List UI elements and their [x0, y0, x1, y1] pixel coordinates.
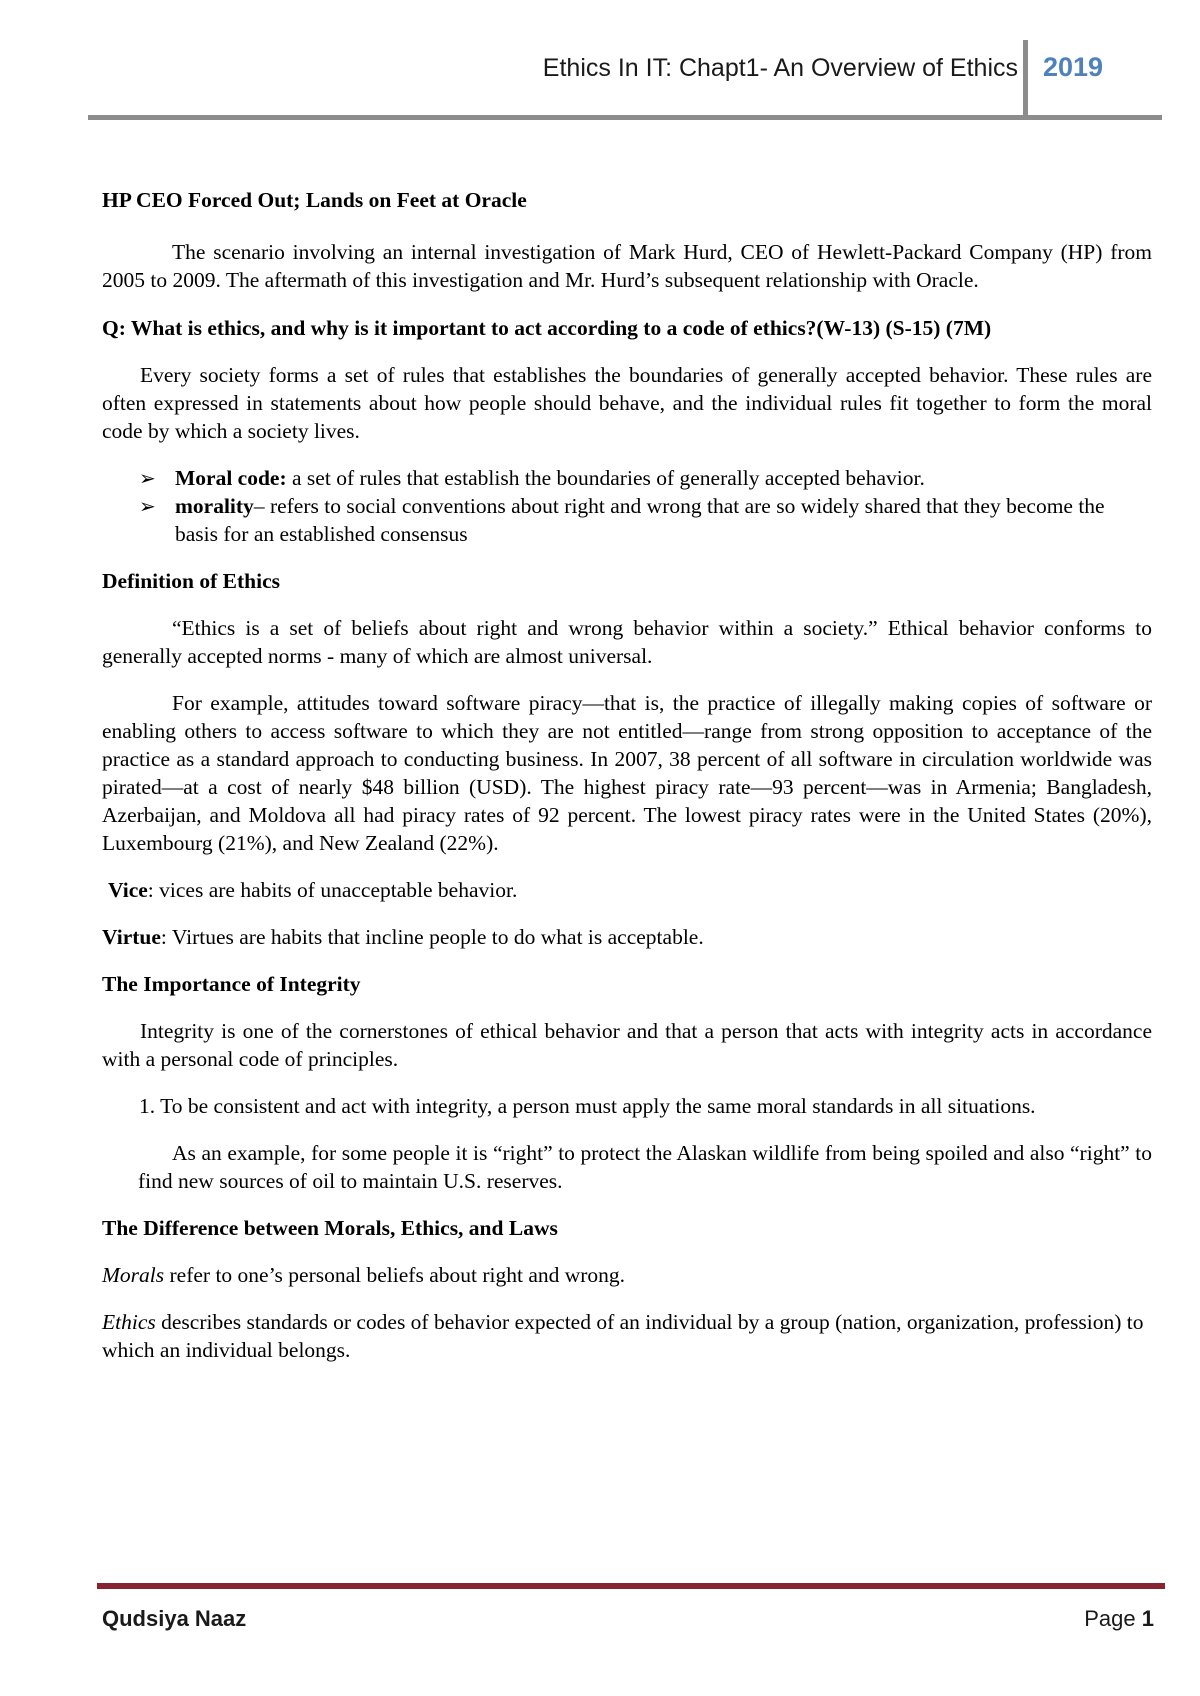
- page-number: 1: [1141, 1606, 1154, 1631]
- paragraph-integrity: Integrity is one of the cornerstones of ethical behavior and that a person that acts with integrity acts in accordance with a personal code of principles.: [102, 1019, 1152, 1071]
- footer-author: Qudsiya Naaz: [102, 1606, 247, 1631]
- integrity-list: [102, 1092, 1152, 1120]
- question-heading: Q: What is ethics, and why is it important to act according to a code of ethics?(W-13) (S-15) (7M): [102, 316, 992, 340]
- bullet-term: Moral code:: [175, 466, 287, 490]
- page-label: Page: [1084, 1606, 1136, 1631]
- footer-rule: [97, 1583, 1165, 1589]
- arrow-bullet-icon: ➢: [139, 494, 156, 518]
- header-title: Ethics In IT: Chapt1- An Overview of Ethics: [542, 54, 1018, 82]
- header-year: 2019: [1043, 52, 1104, 82]
- ethics-text: describes standards or codes of behavior expected of an individual by a group (nation, organization, profession) to which an individual belongs.: [102, 1310, 1144, 1362]
- section-heading-difference: The Difference between Morals, Ethics, and Laws: [102, 1216, 558, 1240]
- header-rule: [88, 115, 1162, 120]
- paragraph-alaska-example: As an example, for some people it is “right” to protect the Alaskan wildlife from being spoiled and also “right” to find new sources of oil to maintain U.S. reserves.: [138, 1141, 1152, 1193]
- paragraph-morals: [102, 1261, 1152, 1289]
- paragraph-virtue: [102, 923, 1152, 951]
- paragraph-society-rules: Every society forms a set of rules that establishes the boundaries of generally accepted behavior. These rules are often expressed in statements about how people should behave, and the individual rules fit together to form the moral code by which a society lives.: [102, 363, 1152, 443]
- section-heading-definition: Definition of Ethics: [102, 569, 280, 593]
- header-separator: [1023, 40, 1028, 115]
- list-item: [102, 1092, 1152, 1120]
- list-item-text: To be consistent and act with integrity, a person must apply the same moral standards in all situations.: [160, 1094, 1036, 1118]
- section-heading-integrity: The Importance of Integrity: [102, 972, 361, 996]
- paragraph-hp-scenario: The scenario involving an internal investigation of Mark Hurd, CEO of Hewlett-Packard Company (HP) from 2005 to 2009. The aftermath of this investigation and Mr. Hurd’s subsequent relationship with Oracle.: [102, 240, 1152, 292]
- paragraph-ethics-definition: “Ethics is a set of beliefs about right and wrong behavior within a society.” Ethical behavior conforms to generally accepted norms - many of which are almost universal.: [102, 616, 1152, 668]
- paragraph-vice: [102, 876, 1152, 904]
- page-header: [88, 40, 1168, 118]
- bullet-term: morality: [175, 494, 254, 518]
- definition-bullets: [102, 464, 1152, 548]
- arrow-bullet-icon: ➢: [139, 466, 156, 490]
- bullet-moral-code: [102, 464, 1152, 492]
- bullet-text: a set of rules that establish the boundaries of generally accepted behavior.: [286, 466, 925, 490]
- ethics-term: Ethics: [102, 1310, 156, 1334]
- virtue-term: Virtue: [102, 925, 161, 949]
- section-heading-hp-ceo: HP CEO Forced Out; Lands on Feet at Oracle: [102, 188, 527, 212]
- virtue-text: : Virtues are habits that incline people to do what is acceptable.: [160, 925, 704, 949]
- morals-text: refer to one’s personal beliefs about right and wrong.: [164, 1263, 626, 1287]
- paragraph-piracy-example: For example, attitudes toward software piracy—that is, the practice of illegally making copies of software or enabling others to access software to which they are not entitled—range from strong opposition to acceptance of the practice as a standard approach to conducting business. In 2007, 38 percent of all software in circulation worldwide was pirated—at a cost of nearly $48 billion (USD). The highest piracy rate—93 percent—was in Armenia; Bangladesh, Azerbaijan, and Moldova all had piracy rates of 92 percent. The lowest piracy rates were in the United States (20%), Luxembourg (21%), and New Zealand (22%).: [102, 691, 1152, 855]
- footer-page-number: [1084, 1606, 1154, 1632]
- vice-text: : vices are habits of unacceptable behavior.: [147, 878, 518, 902]
- morals-term: Morals: [102, 1263, 165, 1287]
- vice-term: Vice: [108, 878, 148, 902]
- paragraph-ethics: [102, 1308, 1152, 1364]
- bullet-text: – refers to social conventions about right and wrong that are so widely shared that they become the basis for an established consensus: [175, 494, 1105, 546]
- document-body: [102, 186, 1152, 1364]
- list-number: 1.: [139, 1094, 156, 1118]
- bullet-morality: [102, 492, 1152, 548]
